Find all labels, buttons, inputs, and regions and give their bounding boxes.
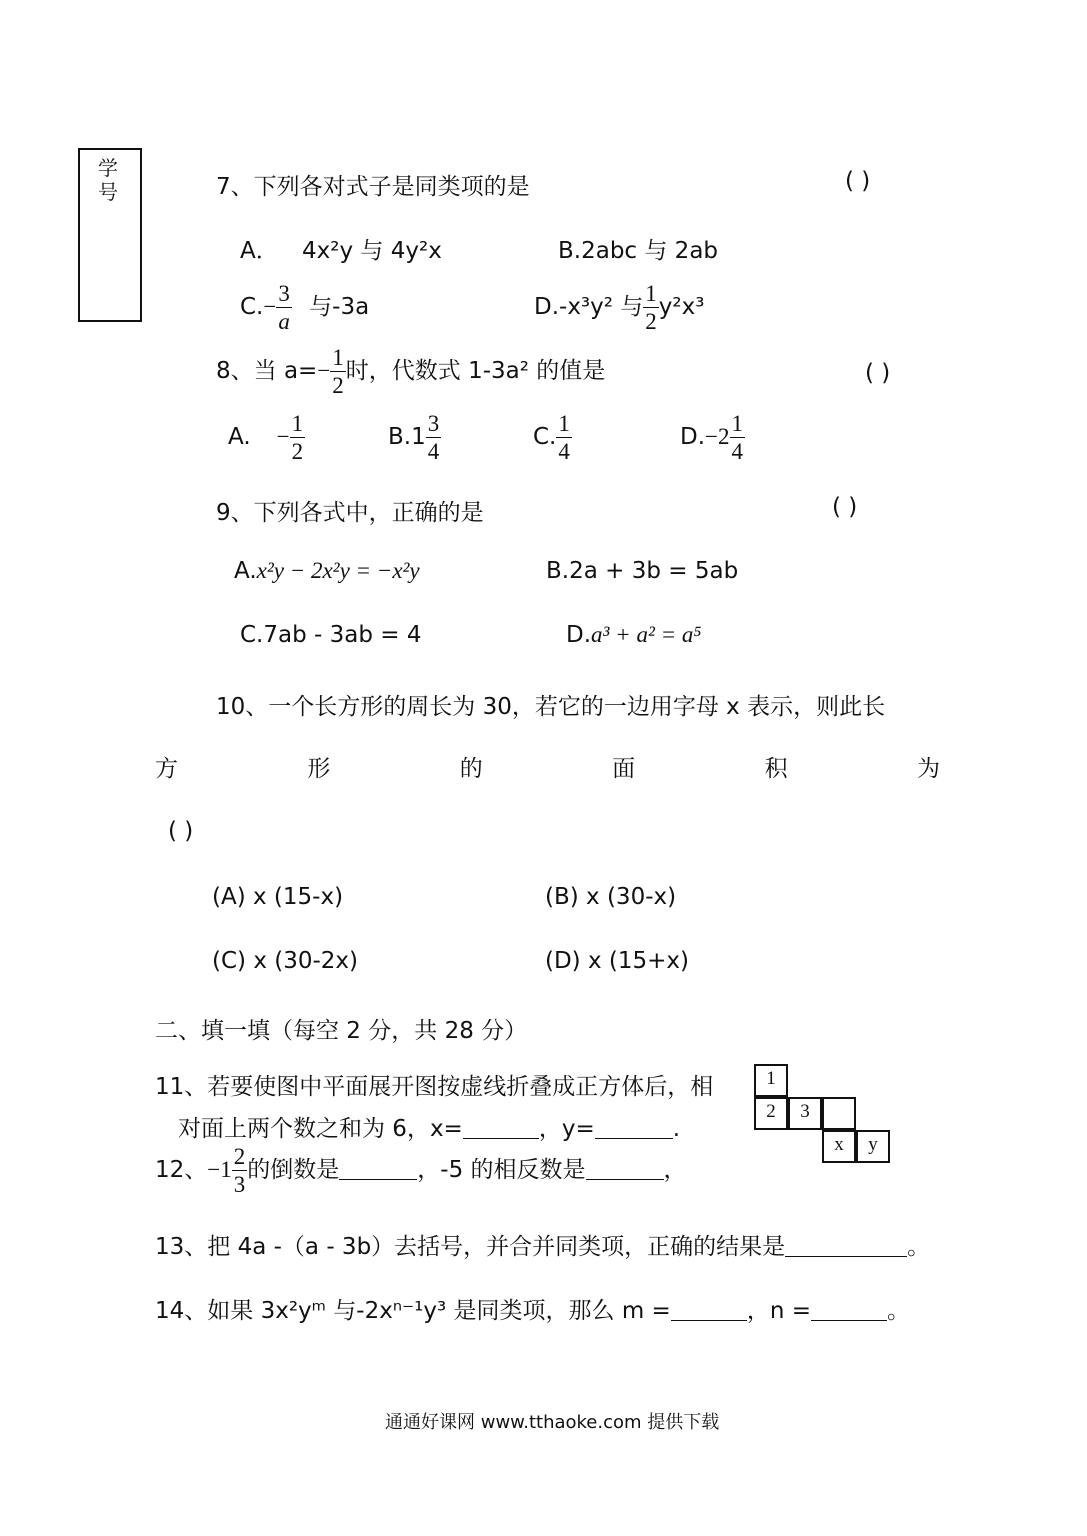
q10-line2	[155, 750, 940, 783]
q8-stem-den: 2	[332, 373, 344, 398]
q9-answer-paren: ( )	[832, 494, 858, 520]
q9-d-label: D.	[566, 622, 592, 648]
q7-d-prefix: D.-x³y² 与	[534, 294, 644, 320]
q12-num: 2	[233, 1144, 246, 1169]
q12-whole: −1	[207, 1157, 232, 1182]
q10-option-b: (B) x (30-x)	[545, 884, 677, 910]
q9-a-expr: x²y − 2x²y = −x²y	[256, 558, 420, 583]
q10-char: 的	[459, 756, 483, 782]
q7-a-label: A．	[240, 238, 279, 264]
q8-stem-pre: 8、当 a=	[216, 358, 318, 384]
q8-option-c	[533, 412, 572, 463]
q12-fraction	[232, 1145, 248, 1196]
q11-line2-pre: 对面上两个数之和为 6，x=	[178, 1116, 463, 1142]
q7-option-c: C.− $\frac{3}{a}$ 与-3a	[240, 281, 370, 334]
q7-option-a	[240, 232, 442, 265]
q12-end: ，	[663, 1157, 687, 1183]
q11-x-blank[interactable]	[463, 1115, 539, 1139]
q10-option-d: (D) x (15+x)	[545, 948, 689, 974]
q13-end: 。	[907, 1234, 931, 1260]
q8-a-label: A.	[228, 424, 251, 450]
q7-option-d	[534, 282, 704, 333]
q12-pre: 12、	[155, 1157, 208, 1183]
q10-char: 为	[916, 756, 940, 782]
q8-d-den: 4	[731, 439, 744, 464]
q8-answer-paren: ( )	[865, 360, 891, 386]
net-cell: y	[856, 1130, 890, 1163]
q10-option-c: (C) x (30-2x)	[212, 948, 358, 974]
q12-line	[155, 1145, 687, 1196]
q8-b-fraction	[426, 412, 442, 463]
q8-stem-fraction	[330, 346, 346, 397]
q11-line2	[178, 1110, 680, 1143]
q8-a-fraction	[290, 412, 306, 463]
footer-text: 通通好课网 www.tthaoke.com 提供下载	[385, 1412, 720, 1433]
q8-option-b	[388, 412, 441, 463]
q9-option-a	[234, 558, 420, 584]
q8-c-label: C.	[533, 424, 557, 450]
q8-c-num: 1	[558, 411, 570, 436]
net-cell: 3	[788, 1097, 822, 1130]
q13-answer-blank[interactable]	[785, 1233, 907, 1257]
q9-option-b: B.2a + 3b = 5ab	[546, 558, 739, 584]
q9-a-label: A.	[234, 558, 257, 584]
q7-c-fraction	[276, 282, 292, 333]
q10-line1: 10、一个长方形的周长为 30，若它的一边用字母 x 表示，则此长	[216, 694, 886, 720]
q7-d-num: 1	[645, 281, 657, 306]
q8-d-num: 1	[731, 411, 744, 436]
q12-opposite-blank[interactable]	[586, 1156, 664, 1180]
q13-text: 13、把 4a -（a - 3b）去括号，并合并同类项，正确的结果是	[155, 1234, 786, 1260]
q7-answer-paren: ( )	[845, 168, 871, 194]
q12-den: 3	[233, 1172, 246, 1197]
q7-option-b: B.2abc 与 2ab	[558, 238, 719, 264]
q7-c-den: a	[278, 309, 290, 334]
q7-stem: 7、下列各对式子是同类项的是	[216, 174, 530, 200]
q9-option-d	[566, 622, 701, 648]
q7-c-num: 3	[278, 281, 290, 306]
student-id-label: 学号	[98, 156, 118, 204]
net-cell: 1	[754, 1064, 788, 1097]
q12-reciprocal-blank[interactable]	[339, 1156, 417, 1180]
section2-title: 二、填一填（每空 2 分，共 28 分）	[155, 1018, 528, 1044]
net-cell	[822, 1097, 856, 1130]
q8-b-num: 3	[427, 411, 440, 436]
q10-char: 积	[764, 756, 788, 782]
q13-line	[155, 1228, 930, 1261]
q11-line2-mid: ，y=	[538, 1116, 595, 1142]
q12-mid: 的倒数是	[247, 1157, 340, 1183]
q9-stem: 9、下列各式中，正确的是	[216, 500, 484, 526]
q8-stem-num: 1	[332, 345, 344, 370]
q14-end: 。	[886, 1298, 910, 1324]
q11-y-blank[interactable]	[595, 1115, 673, 1139]
q12-mid2: ，-5 的相反数是	[417, 1157, 586, 1183]
q14-n-blank[interactable]	[811, 1297, 887, 1321]
q10-answer-paren: ( )	[168, 818, 194, 844]
q9-d-expr: a³ + a² = a⁵	[591, 622, 702, 647]
q11-line1: 11、若要使图中平面展开图按虚线折叠成正方体后，相	[155, 1074, 714, 1100]
q7-d-den: 2	[645, 309, 657, 334]
q7-c-suffix: 与-3a	[309, 294, 370, 320]
q14-text: 14、如果 3x²yᵐ 与-2xⁿ⁻¹y³ 是同类项，那么 m =	[155, 1298, 671, 1324]
q8-a-num: 1	[291, 411, 304, 436]
student-id-box	[78, 148, 142, 322]
q8-d-whole: 2	[718, 424, 730, 449]
net-cell: 2	[754, 1097, 788, 1130]
q8-d-label: D.	[680, 424, 706, 450]
q10-option-a: (A) x (15-x)	[212, 884, 344, 910]
q14-line	[155, 1292, 910, 1325]
q8-option-a: A. − $\frac{1}{2}$	[228, 411, 304, 464]
net-cell: x	[822, 1130, 856, 1163]
q8-b-label: B.1	[388, 424, 426, 450]
q8-c-den: 4	[558, 439, 570, 464]
q7-d-suffix: y²x³	[658, 294, 705, 320]
q8-a-den: 2	[291, 439, 304, 464]
q7-d-fraction	[643, 282, 659, 333]
q14-mid: ，n =	[746, 1298, 811, 1324]
q11-line2-end: .	[672, 1116, 681, 1142]
q8-c-fraction	[556, 412, 572, 463]
q7-a-text: 4x²y 与 4y²x	[302, 238, 442, 264]
q9-option-c: C.7ab - 3ab = 4	[240, 622, 422, 648]
q7-c-prefix: C.	[240, 294, 264, 320]
q8-stem-post: 时，代数式 1-3a² 的值是	[345, 358, 606, 384]
q10-char: 面	[612, 756, 636, 782]
q8-option-d: D.−2 $\frac{1}{4}$	[680, 411, 744, 464]
q10-char: 方	[155, 756, 178, 782]
q14-m-blank[interactable]	[671, 1297, 747, 1321]
q10-char: 形	[307, 756, 331, 782]
q8-stem: 8、当 a=− $\frac{1}{2}$ 时，代数式 1-3a² 的值是	[216, 345, 606, 398]
q8-d-fraction	[730, 412, 746, 463]
q8-b-den: 4	[427, 439, 440, 464]
